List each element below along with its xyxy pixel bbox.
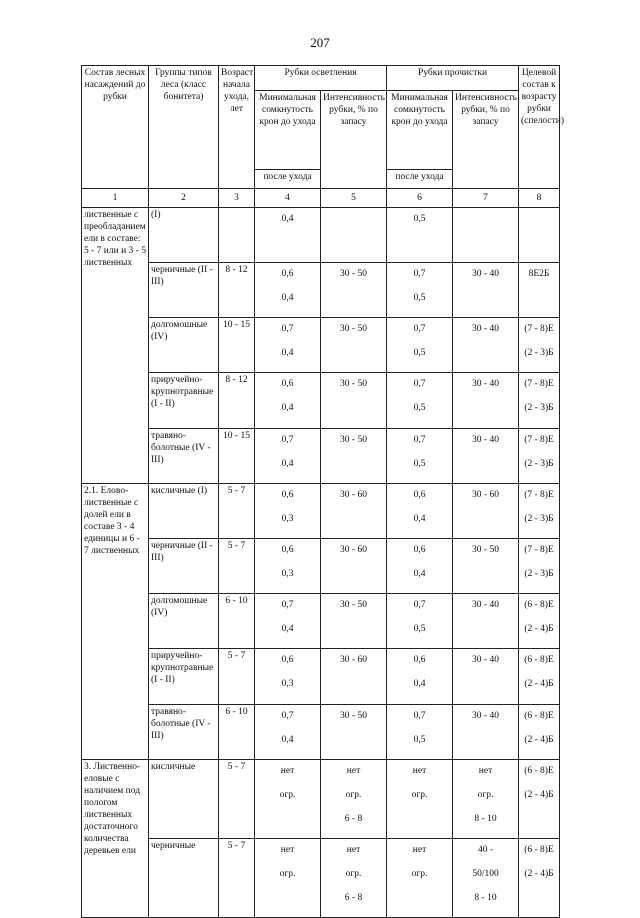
- start-age-cell: 6 - 10: [219, 594, 255, 649]
- min-density-value: 0,5: [413, 735, 426, 745]
- target-composition-value: (6 - 8)Е: [524, 711, 554, 721]
- table-row: [82, 484, 560, 539]
- col-number: 4: [255, 189, 321, 208]
- header-after-care-clearing: после ухода: [255, 170, 321, 189]
- target-composition-value: (6 - 8)Е: [524, 766, 554, 776]
- start-age-cell: 5 - 7: [219, 839, 255, 918]
- target-composition-value: (2 - 3)Б: [524, 348, 554, 358]
- target-composition-value: [521, 237, 557, 261]
- intensity-value: 30 - 50: [340, 600, 367, 610]
- forest-group-cell: (I): [149, 208, 219, 263]
- min-density-value: 0,5: [413, 348, 426, 358]
- min-density-value: 0,7: [413, 324, 426, 334]
- forest-group-cell: приручейно-крупнотравные (I - II): [149, 649, 219, 705]
- min-density-value: 0,5: [413, 403, 426, 413]
- intensity-value: 30 - 40: [472, 324, 499, 334]
- table-row: [82, 594, 560, 649]
- intensity-value: 8 - 10: [474, 814, 497, 824]
- intensity-value: 30 - 50: [340, 379, 367, 389]
- table-row: [82, 539, 560, 594]
- intensity-value: 30 - 40: [472, 269, 499, 279]
- target-composition-value: (6 - 8)Е: [524, 845, 554, 855]
- col-number: 6: [387, 189, 453, 208]
- col-number: 5: [321, 189, 387, 208]
- header-intensity-thinning: Интенсивность рубки, % по запасу: [453, 91, 519, 189]
- target-composition-value: (2 - 3)Б: [524, 514, 554, 524]
- min-density-value: 0,4: [281, 348, 294, 358]
- table-row: [82, 429, 560, 484]
- header-thinning: Рубки прочистки: [387, 66, 519, 91]
- target-composition-value: (7 - 8)Е: [524, 324, 554, 334]
- min-density-value: 0,7: [281, 711, 294, 721]
- min-density-value: 0,6: [281, 655, 294, 665]
- target-composition-value: (2 - 4)Б: [524, 869, 554, 879]
- min-density-value: 0,3: [281, 679, 294, 689]
- start-age-cell: 8 - 12: [219, 373, 255, 429]
- intensity-value: [455, 213, 516, 237]
- min-density-value: 0,7: [413, 379, 426, 389]
- table-row: [82, 208, 560, 263]
- start-age-cell: 10 - 15: [219, 429, 255, 484]
- start-age-cell: 5 - 7: [219, 484, 255, 539]
- target-composition-value: (2 - 4)Б: [524, 735, 554, 745]
- col-number: 8: [519, 189, 560, 208]
- min-density-value: огр.: [411, 869, 428, 879]
- header-target-composition: Целевой состав к возрасту рубки (спелости): [519, 66, 560, 189]
- target-composition-value: (7 - 8)Е: [524, 435, 554, 445]
- start-age-cell: 6 - 10: [219, 705, 255, 760]
- forest-group-cell: приручейно-крупнотравные (I - II): [149, 373, 219, 429]
- min-density-value: огр.: [411, 790, 428, 800]
- intensity-value: 30 - 50: [340, 711, 367, 721]
- forest-group-cell: травяно-болотные (IV - III): [149, 705, 219, 760]
- intensity-value: 6 - 8: [344, 893, 363, 903]
- min-density-value: 0,7: [413, 435, 426, 445]
- forest-group-cell: черничные (II - III): [149, 539, 219, 594]
- target-composition-value: [521, 292, 557, 316]
- intensity-value: 30 - 50: [340, 435, 367, 445]
- intensity-value: огр.: [345, 790, 362, 800]
- min-density-value: 0,4: [413, 679, 426, 689]
- header-forest-groups: Группы типов леса (класс бонитета): [149, 66, 219, 189]
- min-density-value: огр.: [279, 869, 296, 879]
- intensity-value: 30 - 40: [472, 435, 499, 445]
- col-number: 7: [453, 189, 519, 208]
- intensity-value: нет: [346, 845, 361, 855]
- min-density-value: нет: [280, 766, 295, 776]
- min-density-value: 0,5: [413, 624, 426, 634]
- min-density-value: 0,7: [413, 711, 426, 721]
- min-density-value: 0,3: [281, 569, 294, 579]
- target-composition-value: (2 - 3)Б: [524, 569, 554, 579]
- forest-group-cell: травяно-болотные (IV - III): [149, 429, 219, 484]
- min-density-value: огр.: [279, 790, 296, 800]
- start-age-cell: 5 - 7: [219, 760, 255, 839]
- min-density-value: 0,4: [281, 624, 294, 634]
- forest-group-cell: долгомошные (IV): [149, 318, 219, 373]
- header-composition: Состав лесных насаждений до рубки: [82, 66, 149, 189]
- min-density-value: 0,4: [281, 459, 294, 469]
- table-row: [82, 318, 560, 373]
- header-min-density-clearing: Минимальная сомкнутость крон до ухода: [255, 91, 321, 170]
- min-density-value: 0,5: [413, 459, 426, 469]
- intensity-value: нет: [346, 766, 361, 776]
- intensity-value: 30 - 60: [340, 490, 367, 500]
- col-number: 2: [149, 189, 219, 208]
- col-number: 1: [82, 189, 149, 208]
- header-start-age: Возраст начала ухода, лет: [219, 66, 255, 189]
- target-composition-value: (2 - 4)Б: [524, 790, 554, 800]
- intensity-value: 8 - 10: [474, 893, 497, 903]
- min-density-value: 0,7: [281, 324, 294, 334]
- min-density-value: 0,7: [281, 435, 294, 445]
- min-density-value: 0,4: [413, 569, 426, 579]
- col-number: 3: [219, 189, 255, 208]
- min-density-value: 0,5: [413, 293, 426, 303]
- intensity-value: огр.: [345, 869, 362, 879]
- target-composition-value: (2 - 3)Б: [524, 403, 554, 413]
- intensity-value: [323, 213, 384, 237]
- min-density-value: 0,6: [413, 490, 426, 500]
- target-composition-value: (6 - 8)Е: [524, 655, 554, 665]
- table-row: [82, 649, 560, 705]
- target-composition-value: 8Е2Б: [528, 269, 550, 279]
- table-row: [82, 760, 560, 839]
- min-density-value: 0,7: [413, 269, 426, 279]
- min-density-value: 0,4: [281, 735, 294, 745]
- table-row: [82, 373, 560, 429]
- table-row: [82, 705, 560, 760]
- min-density-value: 0,6: [413, 655, 426, 665]
- intensity-value: 30 - 60: [340, 545, 367, 555]
- header-after-care-thinning: после ухода: [387, 170, 453, 189]
- min-density-value: 0,4: [281, 214, 294, 224]
- target-composition-value: [521, 213, 557, 237]
- header-clearing: Рубки осветления: [255, 66, 387, 91]
- min-density-value: 0,6: [281, 490, 294, 500]
- intensity-value: 40 -: [477, 845, 494, 855]
- intensity-value: 6 - 8: [344, 814, 363, 824]
- intensity-value: 30 - 50: [472, 545, 499, 555]
- min-density-value: 0,7: [413, 600, 426, 610]
- forest-group-cell: кисличные: [149, 760, 219, 839]
- intensity-value: 30 - 40: [472, 379, 499, 389]
- target-composition-value: (2 - 4)Б: [524, 624, 554, 634]
- target-composition-value: (7 - 8)Е: [524, 545, 554, 555]
- composition-cell: 3. Лиственно-еловые с наличием под пологом лиственных достаточного количества деревьев ели: [82, 760, 149, 918]
- header-min-density-thinning: Минимальная сомкнутость крон до ухода: [387, 91, 453, 170]
- min-density-value: 0,6: [281, 269, 294, 279]
- intensity-value: огр.: [477, 790, 494, 800]
- target-composition-value: (7 - 8)Е: [524, 490, 554, 500]
- min-density-value: [257, 237, 318, 261]
- forest-group-cell: долгомошные (IV): [149, 594, 219, 649]
- forest-group-cell: черничные: [149, 839, 219, 918]
- target-composition-value: (7 - 8)Е: [524, 379, 554, 389]
- intensity-value: 30 - 60: [340, 655, 367, 665]
- min-density-value: 0,4: [281, 403, 294, 413]
- min-density-value: 0,7: [281, 600, 294, 610]
- min-density-value: 0,4: [413, 514, 426, 524]
- start-age-cell: 8 - 12: [219, 263, 255, 318]
- min-density-value: нет: [412, 845, 427, 855]
- min-density-value: 0,6: [413, 545, 426, 555]
- min-density-value: 0,3: [281, 514, 294, 524]
- min-density-value: 0,5: [413, 214, 426, 224]
- target-composition-value: (6 - 8)Е: [524, 600, 554, 610]
- intensity-value: 30 - 60: [472, 490, 499, 500]
- min-density-value: 0,4: [281, 293, 294, 303]
- min-density-value: нет: [412, 766, 427, 776]
- start-age-cell: 5 - 7: [219, 649, 255, 705]
- table-row: [82, 263, 560, 318]
- intensity-value: 30 - 50: [340, 324, 367, 334]
- forest-group-cell: кисличные (I): [149, 484, 219, 539]
- target-composition-value: (2 - 4)Б: [524, 679, 554, 689]
- start-age-cell: 5 - 7: [219, 539, 255, 594]
- page-number: 207: [310, 35, 330, 50]
- min-density-value: 0,6: [281, 545, 294, 555]
- composition-cell: 2.1. Елово-лиственные с долей ели в составе 3 - 4 единицы и 6 - 7 лиственных: [82, 484, 149, 760]
- min-density-value: [389, 237, 450, 261]
- start-age-cell: 10 - 15: [219, 318, 255, 373]
- start-age-cell: [219, 208, 255, 263]
- table-row: [82, 839, 560, 918]
- intensity-value: 50/100: [472, 869, 499, 879]
- intensity-value: нет: [478, 766, 493, 776]
- min-density-value: 0,6: [281, 379, 294, 389]
- forest-care-table: [81, 65, 565, 918]
- forest-group-cell: черничные (II - III): [149, 263, 219, 318]
- intensity-value: 30 - 50: [340, 269, 367, 279]
- target-composition-value: (2 - 3)Б: [524, 459, 554, 469]
- intensity-value: 30 - 40: [472, 655, 499, 665]
- composition-cell: лиственные с преобладанием ели в составе: 5 - 7 или и 3 - 5 лиственных: [82, 208, 149, 484]
- intensity-value: 30 - 40: [472, 711, 499, 721]
- intensity-value: 30 - 40: [472, 600, 499, 610]
- header-intensity-clearing: Интенсивность рубки, % по запасу: [321, 91, 387, 189]
- min-density-value: нет: [280, 845, 295, 855]
